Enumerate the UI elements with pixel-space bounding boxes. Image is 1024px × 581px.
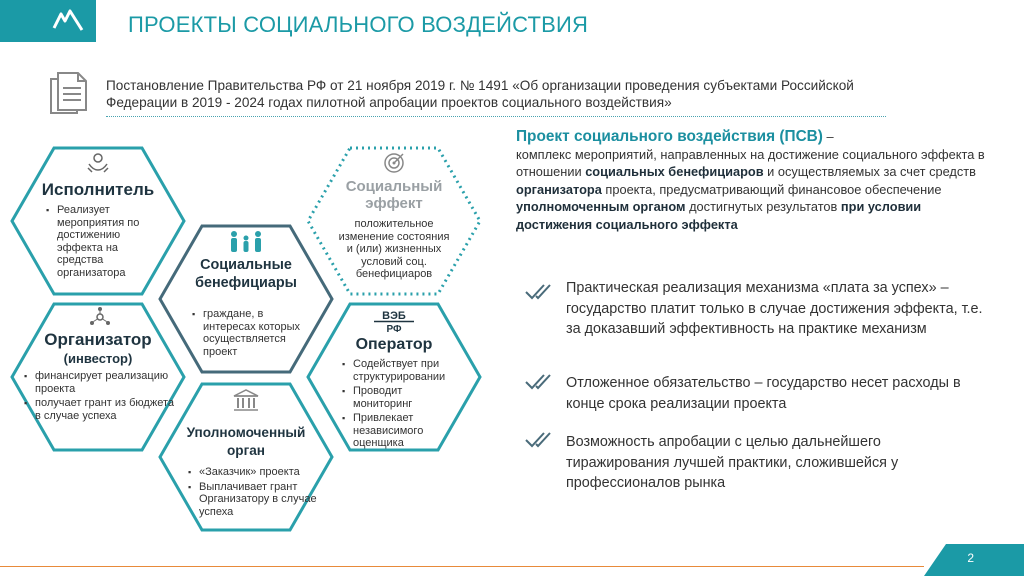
definition-bold: при условии достижения социального эффекта [516,199,922,232]
hex-organizer-subtitle: (инвестор) [63,351,133,366]
definition-bold: организатора [516,181,602,197]
list-item: ▪ граждане, в интересах которых осуществляется проект [192,308,312,358]
hex-social-effect-title: Социальный эффект [345,178,443,212]
definition-text: и осуществляемых за счет средств [763,164,976,180]
definition-text: комплекс мероприятий, направленных на достижение социального эффекта в отношении [516,146,985,180]
decree-text: Постановление Правительства РФ от 21 ноября 2019 г. № 1491 «Об организации проведения субъектами Российской Федерации в 2019 - 2024 годах пилотной апробации проектов социального воздействия» [106,78,854,110]
definition-bold: социальных бенефициаров [585,164,764,180]
decree-divider [106,116,886,117]
svg-text:ВЭБ: ВЭБ [382,310,406,322]
double-check-icon [524,282,554,302]
document-icon [48,70,92,118]
list-item: ▪ Выплачивает грант Организатору в случае успеха [188,481,318,519]
header-logo-icon [52,8,84,34]
page-number: 2 [946,544,1024,576]
footer-corner [924,544,946,576]
advantage-1: Практическая реализация механизма «плата за успех» – государство платит только в случае достижения эффекта, т.е. за доказавший эффективность на практике механизм [566,280,983,337]
advantage-2: Отложенное обязательство – государство несет расходы в конце срока реализации проекта [566,375,961,412]
building-icon [232,388,260,412]
definition-dash: – [822,129,834,144]
hex-social-effect-text: положительное изменение состояния и (или) жизненных условий соц. бенефициаров [338,218,450,280]
hex-executor-list [46,204,158,281]
hex-authorized-body-title: Уполномоченный орган [186,425,306,458]
advantage-3: Возможность апробации с целью дальнейшего тиражирования лучшей практики, сложившейся у профессионалов рынка [566,434,899,491]
people-icon [226,230,266,254]
list-item: ▪ Проводит мониторинг [342,385,462,410]
veb-logo [372,308,416,334]
definition-text: проекта, предусматривающий финансовое обеспечение [601,181,942,197]
hex-executor-title: Исполнитель [41,180,155,199]
hex-authorized-body [158,382,334,532]
definition-heading: Проект социального воздействия (ПСВ) [516,128,823,145]
list-item: ▪ Реализует мероприятия по достижению эффекта на средства организатора [46,204,158,279]
definition-text: достигнутых результатов [685,199,841,215]
network-icon [89,306,111,328]
hex-beneficiaries-title: Социальные бенефициары [195,257,297,291]
definition-block [516,128,996,234]
double-check-icon [524,430,554,450]
hex-organizer-list [24,370,174,424]
list-item: ▪ Содействует при структурировании [342,358,462,383]
list-item: ▪ «Заказчик» проекта [188,466,318,479]
target-icon [383,152,405,174]
hex-authorized-body-list [188,466,318,520]
definition-bold: уполномоченным органом [516,199,686,215]
list-item: ▪ Привлекает независимого оценщика [342,412,462,450]
svg-text:РФ: РФ [386,324,402,335]
double-check-icon [524,372,554,392]
care-hands-icon [86,150,110,174]
hex-beneficiaries-list [192,308,312,360]
hex-operator-title: Оператор [355,336,433,353]
hex-organizer-title: Организатор [44,330,152,349]
page-title: ПРОЕКТЫ СОЦИАЛЬНОГО ВОЗДЕЙСТВИЯ [128,12,589,37]
footer-line [0,566,924,567]
list-item: ▪ финансирует реализацию проекта [24,370,174,395]
hex-operator-list [342,358,462,452]
list-item: ▪ получает грант из бюджета в случае успеха [24,397,174,422]
